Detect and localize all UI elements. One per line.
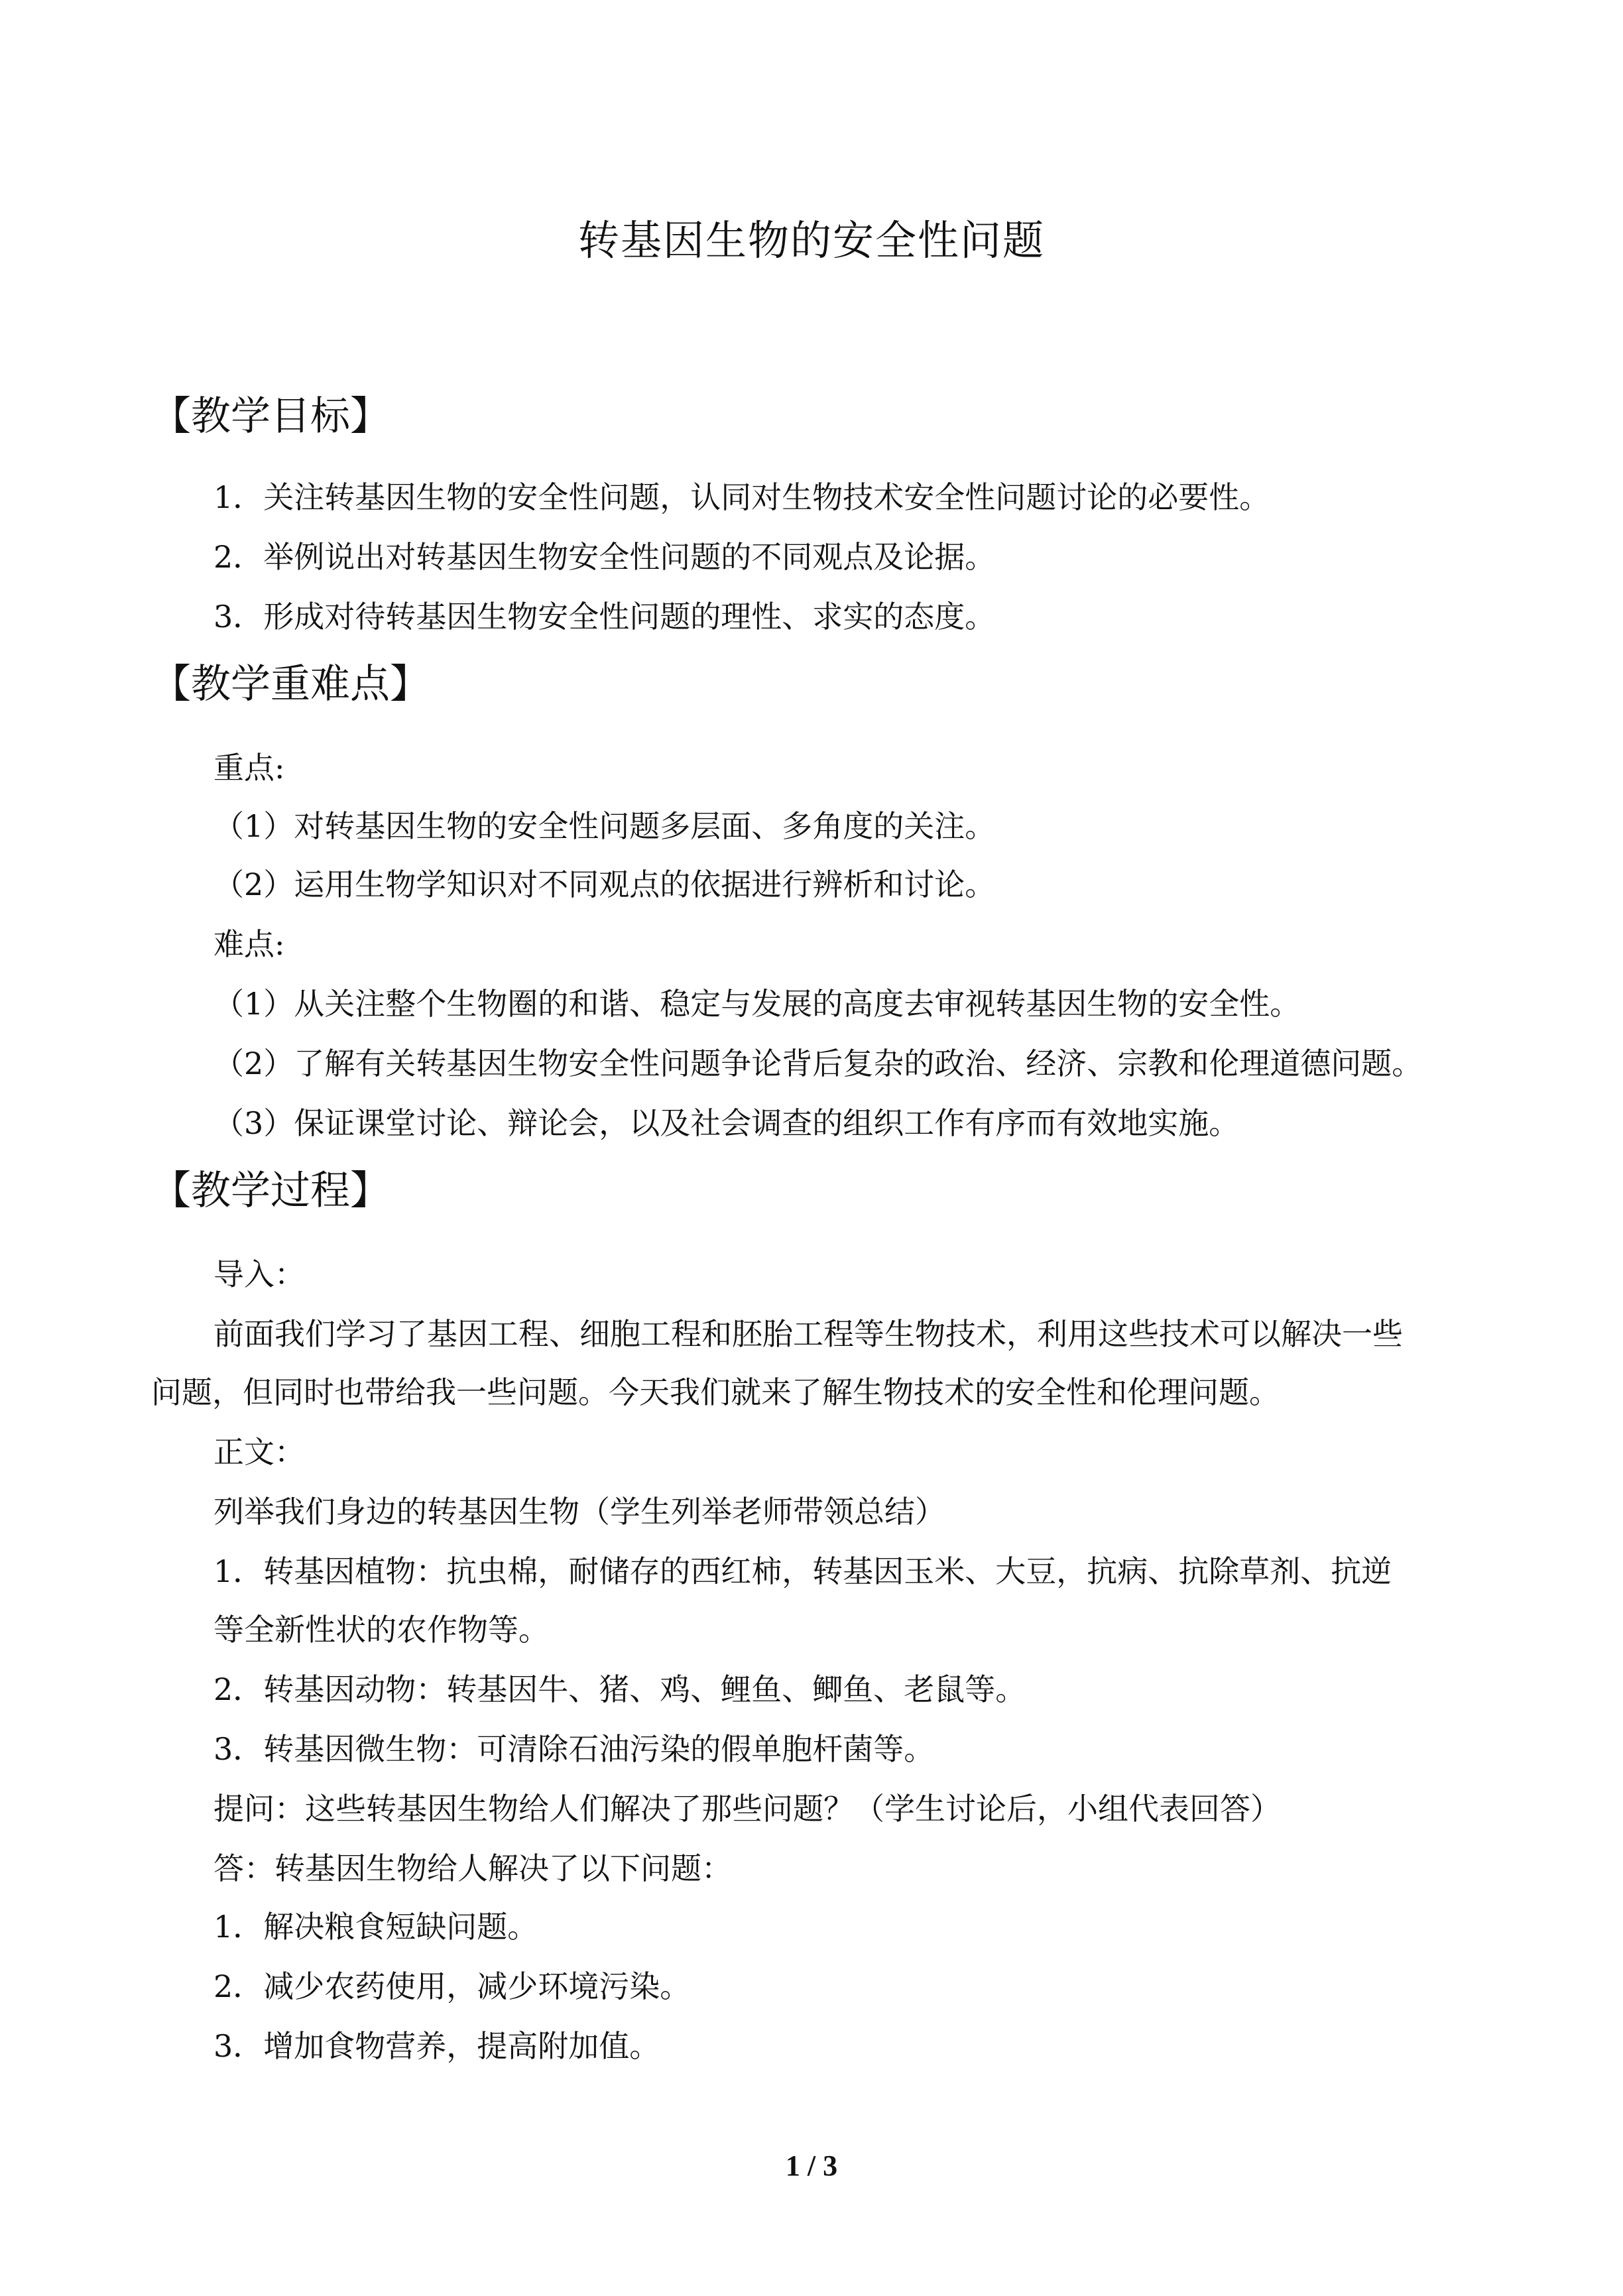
paragraph-line: 重点:	[213, 750, 285, 786]
paragraph-line: （3）保证课堂讨论、辩论会，以及社会调查的组织工作有序而有效地实施。	[213, 1105, 1240, 1141]
paragraph-line: 1．转基因植物：抗虫棉，耐储存的西红柿，转基因玉米、大豆，抗病、抗除草剂、抗逆	[213, 1553, 1392, 1589]
document-title: 转基因生物的安全性问题	[577, 216, 1045, 265]
section-heading-key-points: 【教学重难点】	[151, 661, 430, 707]
paragraph-line: （2）运用生物学知识对不同观点的依据进行辨析和讨论。	[213, 867, 996, 902]
paragraph-line: 正文：	[213, 1434, 305, 1470]
paragraph-line: 2．举例说出对转基因生物安全性问题的不同观点及论据。	[213, 539, 996, 575]
paragraph-line: 1．解决粮食短缺问题。	[213, 1909, 538, 1945]
paragraph-line: 3．转基因微生物：可清除石油污染的假单胞杆菌等。	[213, 1731, 935, 1767]
paragraph-line: 列举我们身边的转基因生物（学生列举老师带领总结）	[213, 1494, 945, 1530]
paragraph-line: 难点:	[213, 926, 285, 962]
paragraph-line: 前面我们学习了基因工程、细胞工程和胚胎工程等生物技术，利用这些技术可以解决一些	[213, 1316, 1403, 1352]
paragraph-line: （1）对转基因生物的安全性问题多层面、多角度的关注。	[213, 808, 996, 844]
paragraph-line: 等全新性状的农作物等。	[213, 1612, 549, 1648]
page-number: 1 / 3	[785, 2149, 838, 2182]
paragraph-line: （2）了解有关转基因生物安全性问题争论背后复杂的政治、经济、宗教和伦理道德问题。	[213, 1046, 1423, 1081]
section-heading-process: 【教学过程】	[151, 1168, 390, 1214]
paragraph-line: 2．转基因动物：转基因牛、猪、鸡、鲤鱼、鲫鱼、老鼠等。	[213, 1671, 1026, 1707]
paragraph-line: 2．减少农药使用，减少环境污染。	[213, 1968, 691, 2004]
paragraph-line: 1．关注转基因生物的安全性问题，认同对生物技术安全性问题讨论的必要性。	[213, 479, 1270, 515]
paragraph-line: 问题，但同时也带给我一些问题。今天我们就来了解生物技术的安全性和伦理问题。	[151, 1374, 1280, 1410]
paragraph-line: （1）从关注整个生物圈的和谐、稳定与发展的高度去审视转基因生物的安全性。	[213, 986, 1301, 1022]
paragraph-line: 导入：	[213, 1256, 305, 1292]
paragraph-line: 提问：这些转基因生物给人们解决了那些问题？（学生讨论后，小组代表回答）	[213, 1791, 1281, 1827]
paragraph-line: 答：转基因生物给人解决了以下问题：	[213, 1850, 732, 1886]
section-heading-objectives: 【教学目标】	[151, 393, 390, 440]
paragraph-line: 3．形成对待转基因生物安全性问题的理性、求实的态度。	[213, 599, 996, 634]
paragraph-line: 3．增加食物营养，提高附加值。	[213, 2028, 660, 2064]
